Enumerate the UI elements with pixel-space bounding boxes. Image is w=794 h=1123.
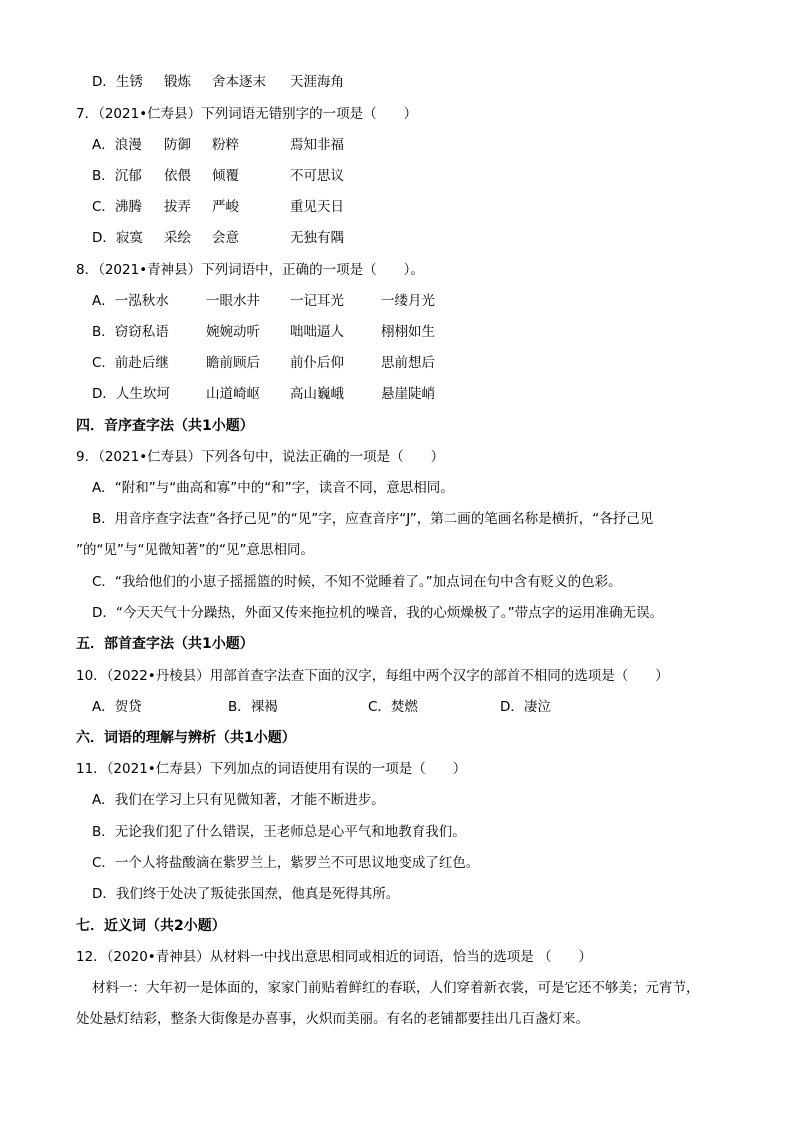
section-heading: 六．词语的理解与辨析（共1小题） <box>76 730 296 746</box>
answer-line: A．“附和”与“曲高和寡”中的“和”字，读音不同，意思相同。 <box>92 480 454 496</box>
option-item: 不可思议 <box>290 168 344 184</box>
option-item: 思前想后 <box>381 355 435 371</box>
option-item: 锻炼 <box>164 74 191 90</box>
option-item: 防御 <box>164 137 191 153</box>
answer-line: 处处悬灯结彩，整条大街像是办喜事，火炽而美丽。有名的老铺都要挂出几百盏灯来。 <box>76 1011 589 1027</box>
question-stem: 8．（2021•青神县）下列词语中，正确的一项是（ ）。 <box>76 262 424 278</box>
answer-line: A．我们在学习上只有见微知著，才能不断进步。 <box>92 792 385 808</box>
option-item: 舍本逐末 <box>212 74 266 90</box>
answer-line: ”的“见”与“见微知著”的“见”意思相同。 <box>76 542 314 558</box>
question-stem: 7．（2021•仁寿县）下列词语无错别字的一项是（ ） <box>76 106 418 122</box>
answer-line: 材料一：大年初一是体面的，家家门前贴着鲜红的春联，人们穿着新衣裳，可是它还不够美；元宵节， <box>92 980 700 996</box>
question-stem: 11．（2021•仁寿县）下列加点的词语使用有误的一项是（ ） <box>76 761 467 777</box>
option-item: 依偎 <box>164 168 191 184</box>
answer-line: B．用音序查字法查“各抒己见”的“见”字，应查音序“J”，第二画的笔画名称是横折，“各抒己见 <box>92 511 654 527</box>
answer-line: D．“今天天气十分躁热，外面又传来拖拉机的噪音，我的心烦燥极了。”带点字的运用准确无误。 <box>92 605 664 621</box>
option-item: 重见天日 <box>290 199 344 215</box>
option-item: 无独有隅 <box>290 230 344 246</box>
option-item: A．浪漫 <box>92 137 142 153</box>
option-item: A．一泓秋水 <box>92 293 169 309</box>
option-item: 会意 <box>212 230 239 246</box>
option-item: 前仆后仰 <box>290 355 344 371</box>
option-item: 一缕月光 <box>381 293 435 309</box>
option-item: 咄咄逼人 <box>290 324 344 340</box>
option-item: D．凄泣 <box>500 699 551 715</box>
option-item: 瞻前顾后 <box>206 355 260 371</box>
answer-line: C．“我给他们的小崽子摇摇篮的时候，不知不觉睡着了。”加点词在句中含有贬义的色彩。 <box>92 574 622 590</box>
section-heading: 四．音序查字法（共1小题） <box>76 418 254 434</box>
option-item: B．窃窃私语 <box>92 324 169 340</box>
option-item: 倾覆 <box>212 168 239 184</box>
option-item: 高山巍峨 <box>290 386 344 402</box>
section-heading: 七．近义词（共2小题） <box>76 918 226 934</box>
option-item: 焉知非福 <box>290 137 344 153</box>
question-stem: 9．（2021•仁寿县）下列各句中，说法正确的一项是（ ） <box>76 449 445 465</box>
answer-line: D．我们终于处决了叛徒张国焘，他真是死得其所。 <box>92 886 400 902</box>
option-item: 山道崎岖 <box>206 386 260 402</box>
option-item: C．前赴后继 <box>92 355 169 371</box>
section-heading: 五．部首查字法（共1小题） <box>76 636 254 652</box>
option-item: D．生锈 <box>92 74 143 90</box>
option-item: B．裸褐 <box>228 699 278 715</box>
option-item: 婉婉动听 <box>206 324 260 340</box>
option-item: 严峻 <box>212 199 239 215</box>
option-item: 栩栩如生 <box>381 324 435 340</box>
option-item: D．人生坎坷 <box>92 386 170 402</box>
answer-line: C．一个人将盐酸滴在紫罗兰上，紫罗兰不可思议地变成了红色。 <box>92 855 480 871</box>
option-item: A．贺贷 <box>92 699 142 715</box>
question-stem: 10．（2022•丹棱县）用部首查字法查下面的汉字，每组中两个汉字的部首不相同的选项是（ ） <box>76 668 669 684</box>
option-item: 采绘 <box>164 230 191 246</box>
option-item: C．沸腾 <box>92 199 142 215</box>
option-item: 天涯海角 <box>290 74 344 90</box>
option-item: D．寂寞 <box>92 230 143 246</box>
option-item: 一记耳光 <box>290 293 344 309</box>
question-stem: 12．（2020•青神县）从材料一中找出意思相同或相近的词语，恰当的选项是 （ ） <box>76 949 593 965</box>
option-item: 粉粹 <box>212 137 239 153</box>
option-item: C．焚燃 <box>368 699 418 715</box>
option-item: 悬崖陡峭 <box>381 386 435 402</box>
option-item: 一眼水井 <box>206 293 260 309</box>
option-item: B．沉郁 <box>92 168 142 184</box>
option-item: 拔弄 <box>164 199 191 215</box>
answer-line: B．无论我们犯了什么错误，王老师总是心平气和地教育我们。 <box>92 824 466 840</box>
